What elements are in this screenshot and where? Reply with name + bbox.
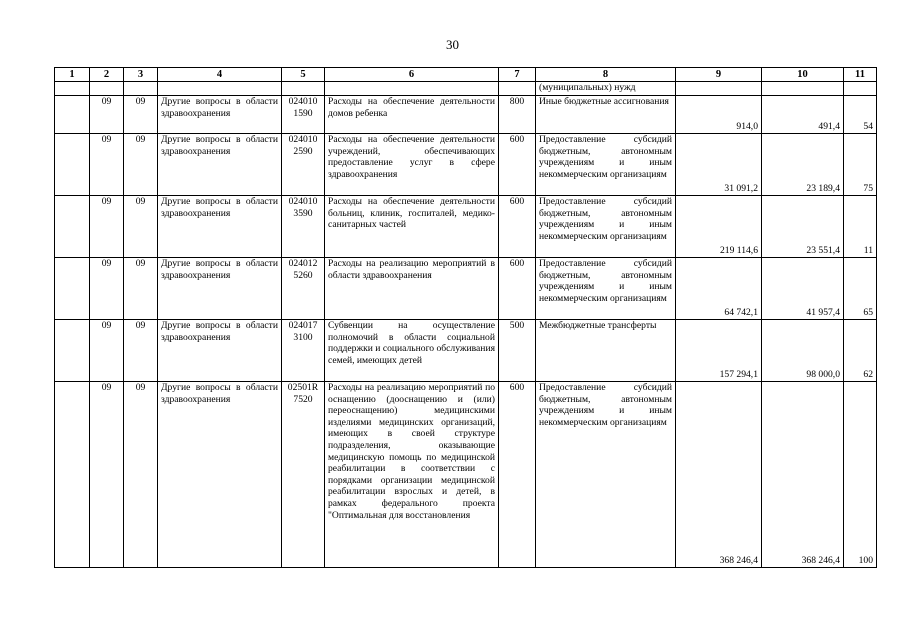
cell-description: Субвенции на осуществление полномочий в области социальной поддержки и социального обслуживания семей, имеющих детей [325,320,499,382]
cell-section: 09 [90,96,124,134]
cell-target-code: 024017 3100 [282,320,325,382]
col-header: 10 [762,68,844,82]
cell-empty [55,196,90,258]
cell-expense-type: Иные бюджетные ассигнования [536,96,676,134]
cell-name: Другие вопросы в области здравоохранения [158,258,282,320]
cell-subsection: 09 [124,258,158,320]
cell-plan: 157 294,1 [676,320,762,382]
cell-actual: 491,4 [762,96,844,134]
table-row [55,134,877,196]
col-header: 1 [55,68,90,82]
cell-subsection: 09 [124,96,158,134]
col-header: 2 [90,68,124,82]
cell-empty [55,258,90,320]
cell-target-code: 024012 5260 [282,258,325,320]
cell-expense-code: 600 [499,382,536,568]
cell-actual: 41 957,4 [762,258,844,320]
cell-empty [55,96,90,134]
cell-expense-code: 600 [499,196,536,258]
cell-plan: 368 246,4 [676,382,762,568]
cell-expense-code: 600 [499,258,536,320]
col-header: 7 [499,68,536,82]
cell-actual: 23 189,4 [762,134,844,196]
cell-expense-code: 800 [499,96,536,134]
cell-section: 09 [90,382,124,568]
cell-name: Другие вопросы в области здравоохранения [158,134,282,196]
cell-empty [55,320,90,382]
table-row [55,320,877,382]
cell-name: Другие вопросы в области здравоохранения [158,382,282,568]
cell-description: Расходы на реализацию мероприятий в области здравоохранения [325,258,499,320]
cell-plan: 64 742,1 [676,258,762,320]
cell-description: Расходы на реализацию мероприятий по оснащению (дооснащению и (или) переоснащению) медицинскими изделиями медицинских организаций, имеющих в своей структуре подразделения, оказывающие медицинскую помощь по медицинской реабилитации в соответствии с порядками организации медицинской реабилитации взрослых и детей, в рамках федерального проекта "Оптимальная для восстановления [325,382,499,568]
cell-subsection: 09 [124,196,158,258]
col-header: 3 [124,68,158,82]
cell-subsection: 09 [124,320,158,382]
cell-empty [55,382,90,568]
cell-plan: 914,0 [676,96,762,134]
cell-actual: 23 551,4 [762,196,844,258]
cell-plan: 31 091,2 [676,134,762,196]
cell-expense-code: 500 [499,320,536,382]
cell-section: 09 [90,258,124,320]
cell-percent: 75 [844,134,877,196]
cell-name: Другие вопросы в области здравоохранения [158,320,282,382]
cell-target-code: 024010 3590 [282,196,325,258]
cell-description: Расходы на обеспечение деятельности больниц, клиник, госпиталей, медико-санитарных частей [325,196,499,258]
cell-empty [55,134,90,196]
cell-expense-type: (муниципальных) нужд [536,82,676,96]
cell-section: 09 [90,320,124,382]
cell-subsection: 09 [124,382,158,568]
cell-percent: 62 [844,320,877,382]
cell-expense-type: Предоставление субсидий бюджетным, автономным учреждениям и иным некоммерческим организациям [536,134,676,196]
cell-expense-type: Межбюджетные трансферты [536,320,676,382]
cell-target-code: 02501R 7520 [282,382,325,568]
cell-actual: 368 246,4 [762,382,844,568]
header-row [55,68,877,82]
cell-description: Расходы на обеспечение деятельности домов ребенка [325,96,499,134]
cell-description: Расходы на обеспечение деятельности учреждений, обеспечивающих предоставление услуг в сфере здравоохранения [325,134,499,196]
table-row [55,382,877,568]
cell-actual: 98 000,0 [762,320,844,382]
table-row [55,258,877,320]
col-header: 5 [282,68,325,82]
cell-percent: 11 [844,196,877,258]
cell-expense-type: Предоставление субсидий бюджетным, автономным учреждениям и иным некоммерческим организациям [536,382,676,568]
col-header: 4 [158,68,282,82]
cell-subsection: 09 [124,134,158,196]
cell-section: 09 [90,134,124,196]
cell-name: Другие вопросы в области здравоохранения [158,96,282,134]
budget-table [54,67,877,568]
table-row [55,96,877,134]
col-header: 8 [536,68,676,82]
cell-percent: 54 [844,96,877,134]
cell-expense-code: 600 [499,134,536,196]
cell-plan: 219 114,6 [676,196,762,258]
col-header: 11 [844,68,877,82]
cell-target-code: 024010 2590 [282,134,325,196]
table-row [55,196,877,258]
continuation-row [55,82,877,96]
cell-percent: 65 [844,258,877,320]
cell-name: Другие вопросы в области здравоохранения [158,196,282,258]
cell-percent: 100 [844,382,877,568]
cell-target-code: 024010 1590 [282,96,325,134]
col-header: 6 [325,68,499,82]
page-number: 30 [446,37,459,52]
col-header: 9 [676,68,762,82]
cell-section: 09 [90,196,124,258]
cell-expense-type: Предоставление субсидий бюджетным, автономным учреждениям и иным некоммерческим организациям [536,258,676,320]
cell-expense-type: Предоставление субсидий бюджетным, автономным учреждениям и иным некоммерческим организациям [536,196,676,258]
